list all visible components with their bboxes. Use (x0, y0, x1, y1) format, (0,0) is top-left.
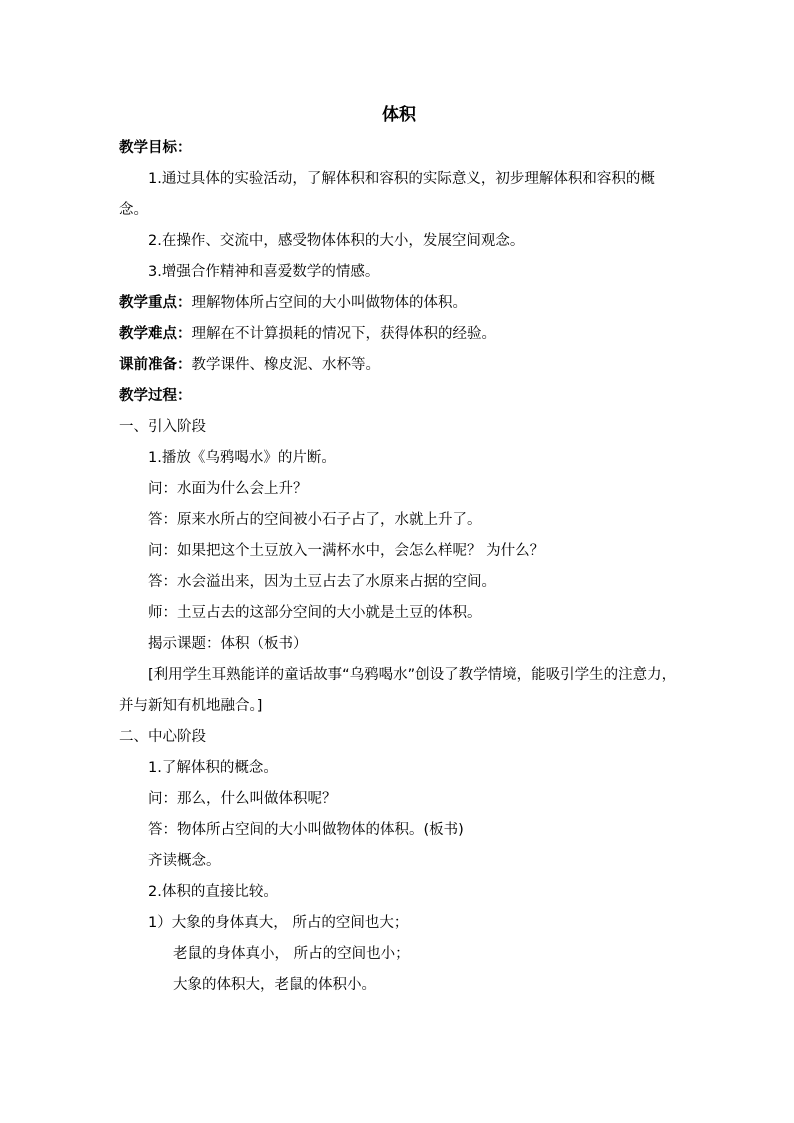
preparation-label: 课前准备： (119, 357, 192, 373)
preparation (119, 350, 679, 381)
process-heading: 教学过程： (119, 388, 192, 404)
difficulty-label: 教学难点： (119, 326, 192, 342)
section1-line-3: 答：原来水所占的空间被小石子占了，水就上升了。 (148, 512, 482, 528)
section2-line-6: 1）大象的身体真大， 所占的空间也大； (148, 915, 409, 931)
difficulty-text: 理解在不计算损耗的情况下，获得体积的经验。 (191, 326, 496, 342)
key-point (119, 288, 679, 319)
key-point-text: 理解物体所占空间的大小叫做物体的体积。 (191, 295, 467, 311)
section2-line-1: 1.了解体积的概念。 (148, 760, 278, 776)
section2-line-5: 2.体积的直接比较。 (148, 884, 278, 900)
section1-line-6: 师：土豆占去的这部分空间的大小就是土豆的体积。 (148, 605, 482, 621)
preparation-text: 教学课件、橡皮泥、水杯等。 (191, 357, 380, 373)
document-page (119, 100, 679, 1001)
section2-line-3: 答：物体所占空间的大小叫做物体的体积。(板书) (148, 822, 464, 838)
section2-heading: 二、中心阶段 (119, 729, 206, 745)
section2-subline-2: 大象的体积大，老鼠的体积小。 (173, 977, 376, 993)
section2-line-2: 问：那么，什么叫做体积呢？ (148, 791, 337, 807)
goal-item-1: 1.通过具体的实验活动，了解体积和容积的实际意义，初步理解体积和容积的概念。 (119, 171, 655, 218)
difficulty (119, 319, 679, 350)
section1-heading: 一、引入阶段 (119, 419, 206, 435)
page-title: 体积 (382, 105, 416, 125)
section1-line-5: 答：水会溢出来，因为土豆占去了水原来占据的空间。 (148, 574, 496, 590)
key-point-label: 教学重点： (119, 295, 192, 311)
section2-line-4: 齐读概念。 (148, 853, 221, 869)
goals-heading: 教学目标： (119, 140, 192, 156)
section2-subline-1: 老鼠的身体真小， 所占的空间也小； (173, 946, 410, 962)
section1-line-7: 揭示课题：体积（板书） (148, 636, 308, 652)
section1-note: [利用学生耳熟能详的童话故事“乌鸦喝水”创设了教学情境，能吸引学生的注意力，并与新知有机地融合。] (119, 667, 677, 714)
section1-line-1: 1.播放《乌鸦喝水》的片断。 (148, 450, 336, 466)
section1-line-2: 问：水面为什么会上升？ (148, 481, 308, 497)
goal-item-3: 3.增强合作精神和喜爱数学的情感。 (148, 264, 380, 280)
goal-item-2: 2.在操作、交流中，感受物体体积的大小，发展空间观念。 (148, 233, 525, 249)
section1-line-4: 问：如果把这个土豆放入一满杯水中，会怎么样呢？ 为什么？ (148, 543, 545, 559)
